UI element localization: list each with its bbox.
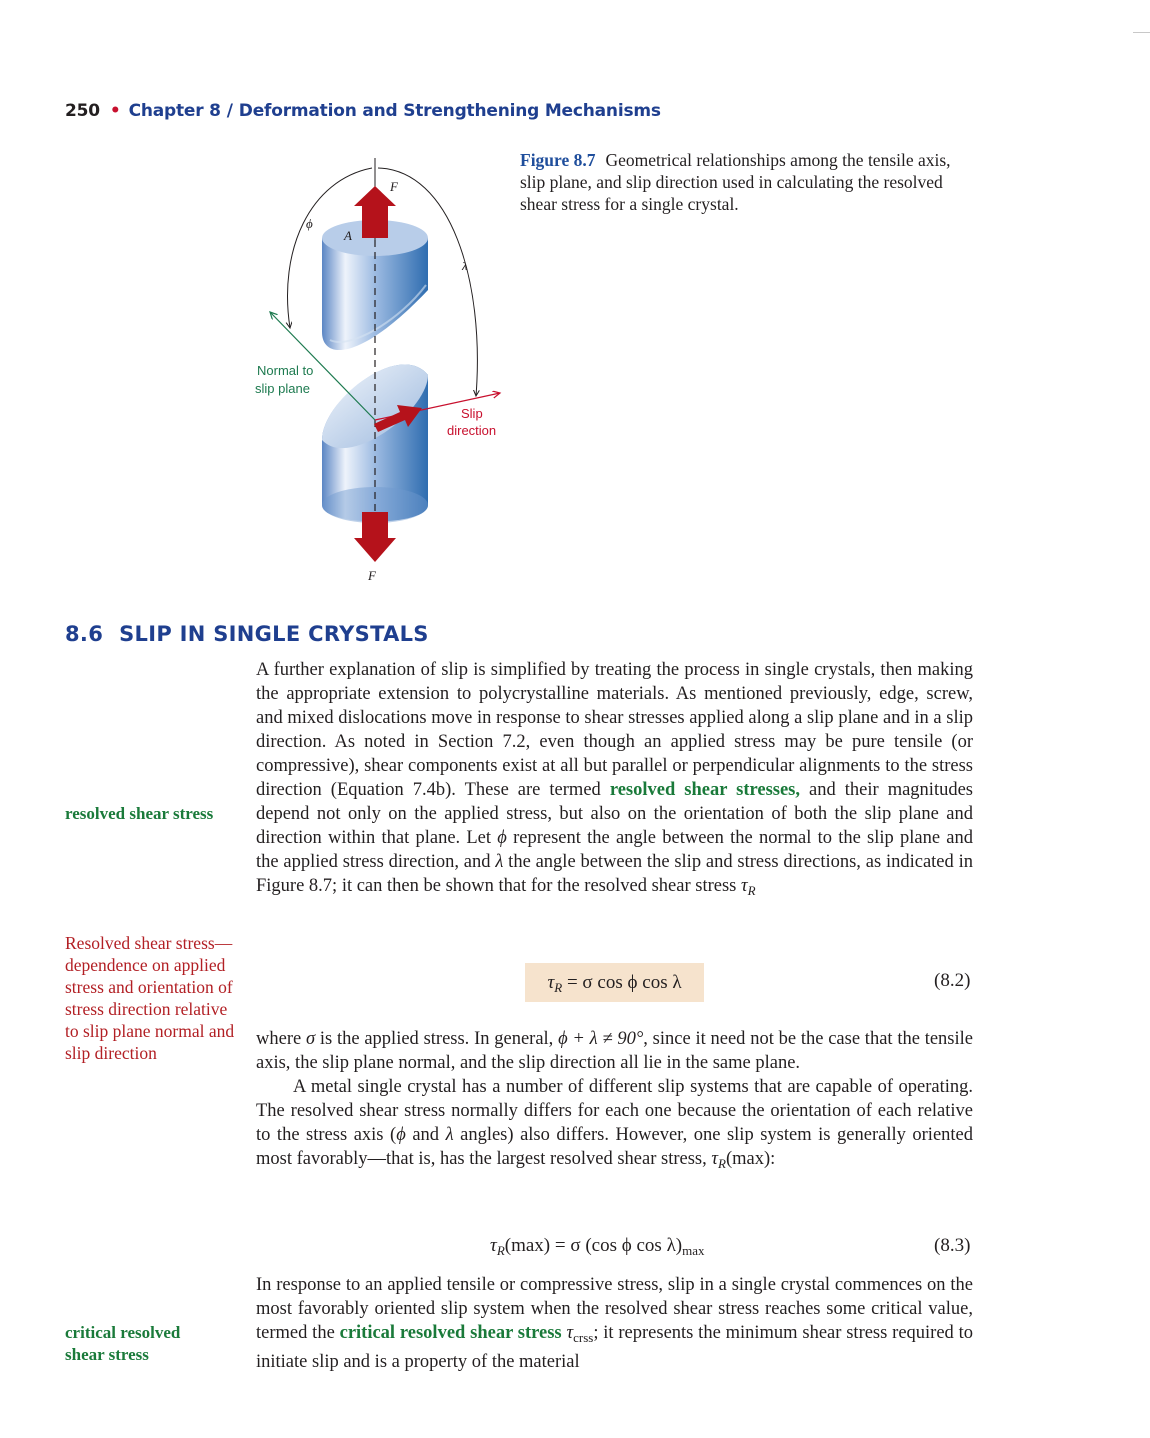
slip-label-line1: Slip [461, 406, 483, 421]
p1-text-a: A further explanation of slip is simplified by treating the process in single crystals, then making the appropriate extension to polycrystalline materials. As mentioned previously, edge, screw, and mixed dislocations move in response to shear stresses applied along a slip plane and in a slip direction. As noted in Section 7.2, even though an applied stress may be pure tensile (or compressive), shear components exist at all but parallel or perpendicular alignments to the stress direction (Equation 7.4b). These are termed [256, 660, 973, 800]
keyword-critical-resolved-shear-stress: critical resolved shear stress [339, 1323, 562, 1343]
p4-text-b: ; it represents the minimum shear stress required to initiate slip and is a property of the material [256, 1323, 973, 1372]
chapter-title: Deformation and Strengthening Mechanisms [238, 101, 661, 121]
margin-term-line1: critical resolved [65, 1323, 181, 1342]
keyword-resolved-shear-stresses: resolved shear stresses, [609, 780, 801, 800]
area-label: A [344, 228, 352, 243]
equation-number-8-3: (8.3) [934, 1235, 971, 1256]
equation-8-2 [525, 963, 704, 1002]
eq2-tau: τ [490, 1235, 497, 1256]
p1-lambda: λ [495, 852, 504, 872]
phi-label: ϕ [306, 216, 313, 231]
p2-text-a: where [256, 1029, 306, 1049]
p1-text-d: the angle between the slip and stress directions, as indicated in Figure 8.7; it can then be shown that for the resolved shear stress [256, 852, 973, 896]
p1-phi: ϕ [497, 828, 507, 848]
p3-phi: ϕ [396, 1125, 406, 1145]
page-number: 250 [65, 101, 100, 121]
margin-term-critical-resolved-shear-stress [65, 1322, 245, 1366]
page-edge-mark [1133, 32, 1150, 33]
p3-text-a: A metal single crystal has a number of different slip systems that are capable of operating. The resolved shear stress normally differs for each one because the orientation of each relative to the stress axis ( [256, 1077, 973, 1145]
slip-label-line2: direction [447, 423, 497, 438]
normal-label-line1: Normal to [257, 363, 314, 378]
section-title: SLIP IN SINGLE CRYSTALS [119, 622, 429, 646]
p3-tau: τ [711, 1149, 718, 1169]
paragraph-2-3 [256, 1027, 973, 1176]
p4-text-a: In response to an applied tensile or compressive stress, slip in a single crystal commences on the most favorably oriented slip system when the resolved shear stress reaches some critical value, termed the [256, 1275, 973, 1343]
eq2-max-subscript: max [682, 1243, 705, 1258]
lambda-label: λ [462, 259, 468, 273]
p2-text-b: is the applied stress. In general, [315, 1029, 559, 1049]
p2-expression: ϕ + λ ≠ 90° [558, 1029, 644, 1049]
p2-text-c: , since it need not be the case that the tensile axis, the slip plane normal, and the slip direction all lie in the same plane. [256, 1029, 973, 1073]
margin-term-line2: shear stress [65, 1345, 149, 1364]
p4-tau: τ [566, 1323, 574, 1343]
eq2-body: (max) = σ (cos ϕ cos λ) [504, 1235, 683, 1256]
slip-geometry-diagram [250, 150, 510, 590]
chapter-label: Chapter 8 [128, 101, 221, 121]
eq1-subscript: R [554, 980, 563, 995]
equation-number-8-2: (8.2) [934, 970, 971, 991]
paragraph-1 [256, 658, 973, 903]
header-separator: / [226, 101, 233, 121]
p1-tau-subscript: R [747, 883, 756, 898]
figure-label: Figure 8.7 [520, 150, 596, 170]
equation-8-3 [490, 1233, 705, 1264]
section-heading [65, 622, 429, 646]
p3-and: and [405, 1125, 446, 1145]
p2-sigma: σ [305, 1029, 316, 1049]
header-bullet: • [109, 101, 121, 121]
p1-text-c: represent the angle between the normal to the slip plane and the applied stress direction, and [256, 828, 973, 872]
force-bottom-label: F [368, 568, 376, 583]
p3-tau-subscript: R [718, 1156, 726, 1171]
section-number: 8.6 [65, 622, 104, 646]
eq1-rhs: = σ cos ϕ cos λ [562, 972, 682, 993]
p3-text-c: (max): [725, 1149, 776, 1169]
eq2-subscript: R [496, 1243, 505, 1258]
figure-caption [520, 149, 975, 215]
paragraph-4 [256, 1273, 973, 1374]
force-top-label: F [390, 179, 398, 194]
p1-text-b: and their magnitudes depend not only on the applied stress, but also on the orientation of both the slip plane and direction within that plane. Let [256, 780, 974, 848]
margin-term-resolved-shear-stress: resolved shear stress [65, 804, 214, 823]
p3-text-b: angles) also differs. However, one slip system is generally oriented most favorably—that is, has the largest resolved shear stress, [256, 1125, 974, 1169]
running-header [65, 101, 661, 121]
margin-note-equation: Resolved shear stress—dependence on applied stress and orientation of stress direction relative to slip plane normal and slip direction [65, 933, 235, 1063]
figure-caption-text: Geometrical relationships among the tensile axis, slip plane, and slip direction used in calculating the resolved shear stress for a single crystal. [520, 150, 951, 214]
p3-lambda: λ [445, 1125, 454, 1145]
eq1-tau: τ [547, 972, 555, 993]
normal-label-line2: slip plane [255, 381, 310, 396]
figure-8-7 [250, 150, 510, 590]
p4-tau-subscript: crss [573, 1330, 594, 1345]
p1-tau: τ [741, 876, 748, 896]
